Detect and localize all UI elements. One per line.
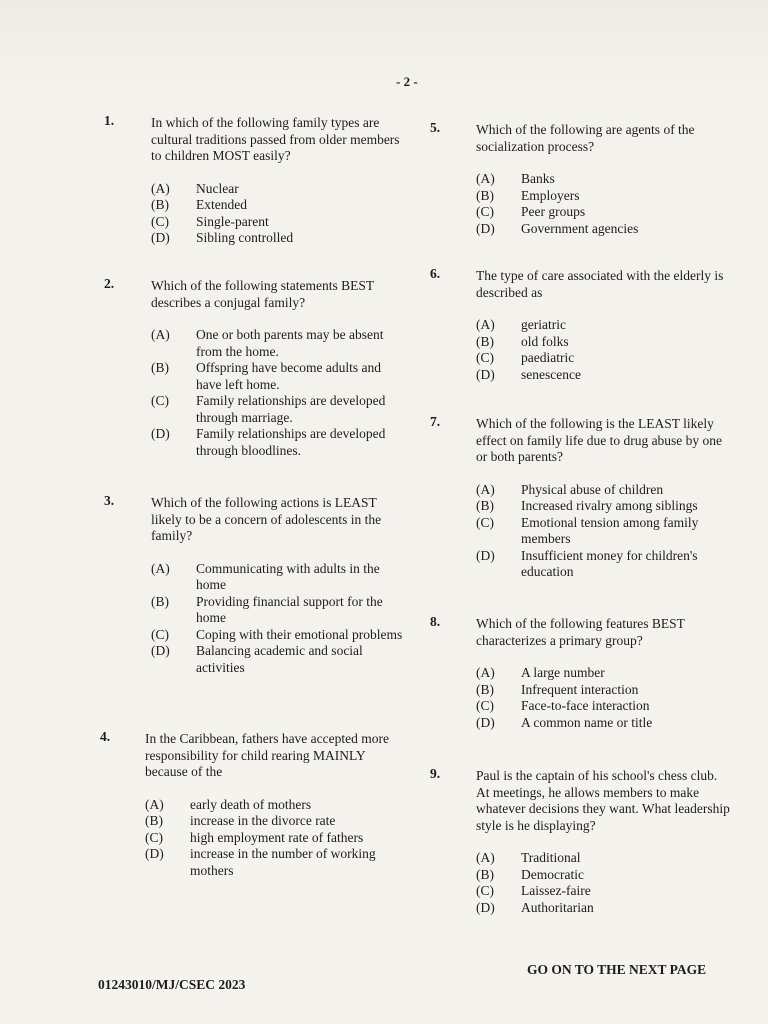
- option-label: (B): [151, 593, 169, 609]
- question-number: 1.: [104, 113, 115, 128]
- option: [151, 561, 406, 594]
- option-text: One or both parents may be absent from the home.: [196, 327, 384, 359]
- question-stem: Which of the following are agents of the socialization process?: [476, 122, 695, 154]
- option-text: paediatric: [521, 350, 575, 365]
- option-text: Sibling controlled: [196, 230, 294, 245]
- option: [476, 221, 726, 238]
- option: [476, 334, 726, 351]
- option-text: Government agencies: [521, 220, 639, 236]
- option: [145, 797, 405, 814]
- option-text: senescence: [521, 366, 581, 382]
- option-label: (D): [145, 846, 164, 861]
- option-label: (C): [476, 698, 494, 713]
- paper-code: 01243010/MJ/CSEC 2023: [98, 977, 246, 992]
- option: [476, 482, 728, 499]
- option-label: (A): [476, 317, 495, 332]
- option-text: Single-parent: [196, 213, 269, 229]
- option-label: (A): [476, 481, 495, 497]
- option: [145, 813, 405, 830]
- option-label: (B): [476, 866, 494, 882]
- option-list: [476, 317, 726, 383]
- option: [476, 698, 728, 715]
- option: [476, 350, 726, 367]
- question-stem: In which of the following family types are cultural traditions passed from older members to children MOST easily?: [151, 115, 400, 163]
- option-label: (D): [476, 547, 495, 563]
- option: [151, 627, 406, 644]
- option-label: (D): [151, 230, 170, 245]
- option: [151, 327, 406, 360]
- option-text: Face-to-face interaction: [521, 698, 650, 713]
- option: [476, 850, 732, 867]
- option: [476, 682, 728, 699]
- option-text: Employers: [521, 187, 580, 203]
- page-number: - 2 -: [396, 74, 418, 89]
- option-list: [151, 327, 406, 459]
- option-text: increase in the number of working mothers: [190, 846, 376, 878]
- option-label: (C): [151, 213, 169, 229]
- option: [151, 426, 406, 459]
- option-label: (B): [476, 187, 494, 203]
- option-label: (D): [476, 899, 495, 915]
- option-label: (A): [151, 560, 170, 576]
- question-stem: In the Caribbean, fathers have accepted more responsibility for child rearing MAINLY because of the: [145, 731, 390, 779]
- option-text: Physical abuse of children: [521, 481, 664, 497]
- option: [151, 214, 406, 231]
- option-label: (C): [476, 204, 494, 219]
- option-list: [476, 482, 728, 581]
- question-4: [145, 731, 405, 879]
- option-label: (B): [476, 498, 494, 513]
- option: [476, 900, 732, 917]
- option-label: (A): [151, 327, 170, 342]
- option-text: Peer groups: [521, 204, 586, 219]
- question-stem: Which of the following is the LEAST likely effect on family life due to drug abuse by one or both parents?: [476, 416, 723, 464]
- option: [151, 594, 406, 627]
- option: [151, 360, 406, 393]
- option-label: (A): [476, 850, 495, 865]
- option-label: (D): [476, 220, 495, 236]
- option-text: Democratic: [521, 866, 584, 882]
- option-label: (C): [151, 626, 169, 642]
- option-text: increase in the divorce rate: [190, 813, 336, 828]
- option-list: [145, 797, 405, 880]
- option-text: Providing financial support for the home: [196, 593, 383, 625]
- option: [476, 515, 728, 548]
- question-stem: Which of the following actions is LEAST likely to be a concern of adolescents in the family?: [151, 495, 382, 543]
- option-label: (D): [476, 714, 495, 730]
- question-stem: Which of the following features BEST characterizes a primary group?: [476, 616, 685, 648]
- option: [476, 188, 726, 205]
- option-text: Banks: [521, 171, 555, 186]
- option-text: Nuclear: [196, 180, 239, 196]
- option: [476, 498, 728, 515]
- option: [476, 171, 726, 188]
- option: [476, 665, 728, 682]
- option: [145, 830, 405, 847]
- option: [151, 197, 406, 214]
- question-stem: The type of care associated with the elderly is described as: [476, 268, 724, 300]
- option: [476, 204, 726, 221]
- option-label: (C): [476, 883, 494, 898]
- option-text: Traditional: [521, 850, 581, 865]
- question-9: [476, 768, 732, 916]
- option-text: Authoritarian: [521, 899, 594, 915]
- option-text: Family relationships are developed through marriage.: [196, 393, 386, 425]
- question-number: 9.: [430, 766, 441, 781]
- option-text: Offspring have become adults and have left home.: [196, 360, 381, 392]
- question-stem: Which of the following statements BEST describes a conjugal family?: [151, 278, 374, 310]
- question-6: [476, 268, 726, 383]
- question-number: 5.: [430, 120, 441, 135]
- option-label: (C): [476, 514, 494, 530]
- option-text: Increased rivalry among siblings: [521, 498, 698, 513]
- option-list: [476, 171, 726, 237]
- question-number: 6.: [430, 266, 441, 281]
- option-label: (C): [151, 393, 169, 408]
- option-list: [151, 181, 406, 247]
- option: [476, 883, 732, 900]
- option-text: Balancing academic and social activities: [196, 643, 363, 675]
- option: [476, 867, 732, 884]
- option-text: Laissez-faire: [521, 883, 591, 898]
- option-label: (C): [145, 829, 163, 845]
- option-label: (B): [476, 681, 494, 697]
- option-list: [476, 665, 728, 731]
- option-label: (A): [145, 796, 164, 812]
- option-text: Communicating with adults in the home: [196, 560, 380, 592]
- option-label: (D): [151, 643, 170, 658]
- question-2: [151, 278, 406, 459]
- option: [476, 317, 726, 334]
- option-text: geriatric: [521, 317, 566, 332]
- option: [476, 548, 728, 581]
- question-3: [151, 495, 406, 676]
- option: [145, 846, 405, 879]
- option-label: (D): [476, 366, 495, 382]
- option-label: (B): [151, 360, 169, 375]
- option-label: (A): [476, 665, 495, 680]
- question-number: 8.: [430, 614, 441, 629]
- option: [476, 367, 726, 384]
- question-number: 4.: [100, 729, 111, 744]
- option-label: (B): [476, 333, 494, 349]
- option-label: (B): [145, 813, 163, 828]
- option-text: A common name or title: [521, 714, 653, 730]
- question-number: 2.: [104, 276, 115, 291]
- question-stem: Paul is the captain of his school's chess club. At meetings, he allows members to make whatever decisions they want. What leadership style is he displaying?: [476, 768, 730, 833]
- option-text: Coping with their emotional problems: [196, 626, 403, 642]
- option-label: (B): [151, 197, 169, 212]
- question-number: 7.: [430, 414, 441, 429]
- option: [151, 393, 406, 426]
- option: [151, 643, 406, 676]
- question-number: 3.: [104, 493, 115, 508]
- option-list: [151, 561, 406, 677]
- question-1: [151, 115, 406, 247]
- option-text: early death of mothers: [190, 796, 312, 812]
- option: [151, 230, 406, 247]
- option-label: (A): [476, 171, 495, 186]
- option-list: [476, 850, 732, 916]
- question-8: [476, 616, 728, 731]
- option-label: (C): [476, 350, 494, 365]
- option-label: (A): [151, 180, 170, 196]
- option-text: high employment rate of fathers: [190, 829, 364, 845]
- question-7: [476, 416, 728, 581]
- option: [151, 181, 406, 198]
- option-text: Insufficient money for children's education: [521, 547, 698, 579]
- option-text: old folks: [521, 333, 569, 349]
- question-5: [476, 122, 726, 237]
- option: [476, 715, 728, 732]
- option-text: Emotional tension among family members: [521, 514, 699, 546]
- go-on-next-page: GO ON TO THE NEXT PAGE: [527, 962, 707, 977]
- option-text: Family relationships are developed through bloodlines.: [196, 426, 386, 458]
- option-text: Extended: [196, 197, 247, 212]
- option-text: A large number: [521, 665, 605, 680]
- option-label: (D): [151, 426, 170, 441]
- option-text: Infrequent interaction: [521, 681, 639, 697]
